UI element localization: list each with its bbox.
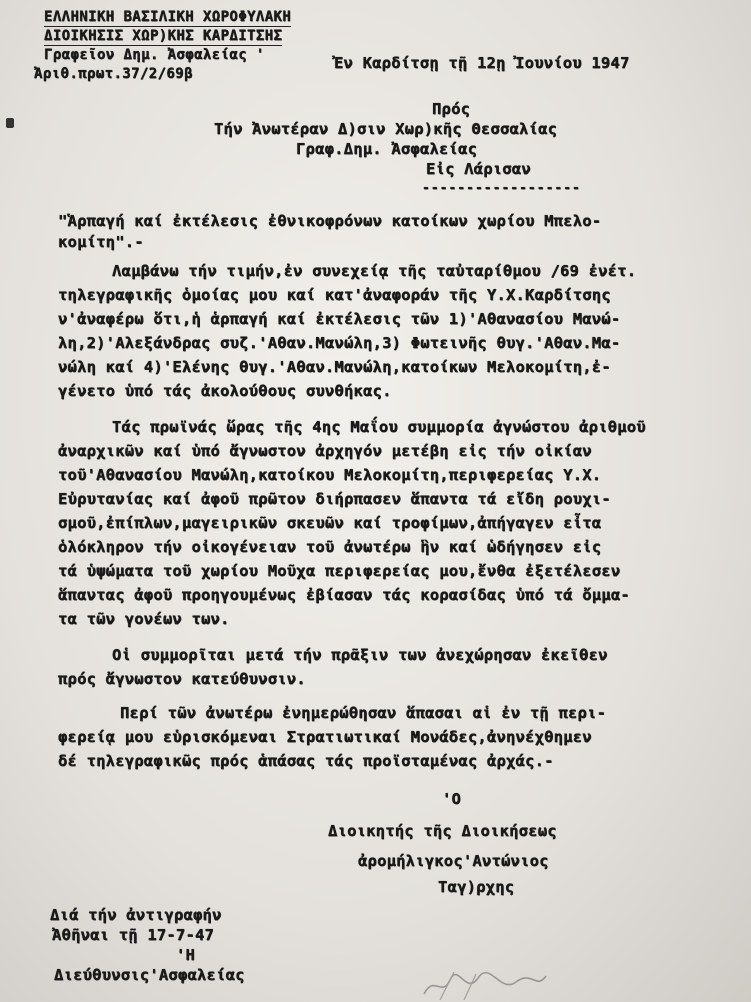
- body-p2-line: σμοῦ,ἐπίπλων,μαγειρικῶν σκευῶν καί τροφίμων,ἀπήγαγεν εἶτα: [58, 514, 602, 532]
- body-p2-line: τα τῶν γονέων των.: [58, 610, 230, 628]
- certification-directorate: Διεύθυνσις'Ασφαλείας: [54, 966, 245, 984]
- certification-article: 'Η: [176, 946, 196, 964]
- recipient-city: Εἰς Λάρισαν: [426, 160, 531, 178]
- recipient-to: Πρός: [432, 100, 471, 118]
- body-p1-line: ν'ἀναφέρω ὅτι,ἡ ἁρπαγή καί ἐκτέλεσις τῶν 1)'Αθανασίου Μανώ-: [58, 310, 621, 328]
- body-p2-line: ἀναρχικῶν καί ὑπό ἄγνωστον ἀρχηγόν μετέβη εἰς τήν οἰκίαν: [58, 442, 592, 460]
- recipient-line1: Τήν Ἀνωτέραν Δ)σιν Χωρ)κῆς Θεσσαλίας: [214, 120, 558, 138]
- body-p1-line: νώλη καί 4)'Ελένης θυγ.'Αθαν.Μανώλη,κατοίκων Μελοκομίτη,ἐ-: [58, 358, 611, 376]
- body-p1-line: Λαμβάνω τήν τιμήν,ἐν συνεχείᾳ τῆς ταὐταρίθμου /69 ἐνέτ.: [112, 262, 637, 280]
- body-p1-line: λη,2)'Αλεξάνδρας συζ.'Αθαν.Μανώλη,3) Φωτεινῆς θυγ.'Αθαν.Μα-: [58, 334, 621, 352]
- recipient-line2: Γραφ.Δημ. Ἀσφαλείας: [296, 140, 478, 158]
- punch-mark: [6, 118, 14, 128]
- body-p4-line: δέ τηλεγραφικῶς πρός ἁπάσας τάς προϊσταμένας ἀρχάς.-: [58, 752, 554, 770]
- header-agency: ΕΛΛΗΝΙΚΗ ΒΑΣΙΛΙΚΗ ΧΩΡΟΦΥΛΑΚΗ: [44, 9, 292, 25]
- body-p3-line: Οἱ συμμορῖται μετά τήν πρᾶξιν των ἀνεχώρησαν ἐκεῖθεν: [112, 646, 608, 664]
- certification-date: Ἀθῆναι τῇ 17-7-47: [52, 926, 215, 944]
- body-p3-line: πρός ἄγνωστον κατεύθυνσιν.: [58, 670, 306, 688]
- body-p2-line: Τάς πρωϊνάς ὥρας τῆς 4ης Μαΐου συμμορία ἀγνώστου ἀριθμοῦ: [112, 418, 646, 436]
- document-date: Ἐν Καρδίτσῃ τῇ 12ῃ Ἰουνίου 1947: [334, 54, 630, 72]
- body-p4-line: φερείᾳ μου εὑρισκόμεναι Στρατιωτικαί Μονάδες,ἀνηνέχθημεν: [58, 728, 592, 746]
- subject-line1: "Ἁρπαγή καί ἐκτέλεσις ἐθνικοφρόνων κατοίκων χωρίου Μπελο-: [58, 212, 602, 230]
- handwritten-signature-mark: [420, 968, 550, 1002]
- body-p2-line: Εὐρυτανίας καί ἀφοῦ πρῶτον διήρπασεν ἅπαντα τά εἴδη ρουχι-: [58, 490, 611, 508]
- signature-article: 'Ο: [442, 790, 462, 808]
- subject-line2: κομίτη".-: [58, 233, 144, 251]
- body-p2-line: τά ὑψώματα τοῦ χωρίου Μοῦχα περιφερείας μου,ἔνθα ἐξετέλεσεν: [58, 562, 621, 580]
- body-p1-line: τηλεγραφικῆς ὁμοίας μου καί κατ'ἀναφοράν τῆς Υ.Χ.Καρδίτσης: [58, 286, 611, 304]
- header-protocol-number: Ἀριθ.πρωτ.37/2/69β: [34, 66, 193, 82]
- body-p2-line: ἅπαντας ἀφοῦ προηγουμένως ἐβίασαν τάς κορασίδας ὑπό τά ὄμμα-: [58, 586, 630, 604]
- certification-line1: Διά τήν ἀντιγραφήν: [50, 906, 222, 924]
- header-office: Γραφεῖον Δημ. Ἀσφαλείας ': [44, 47, 265, 63]
- header-command: ΔΙΟΙΚΗΣΙΣ ΧΩΡ)ΚΗΣ ΚΑΡΔΙΤΣΗΣ: [44, 28, 283, 44]
- body-p4-line: Περί τῶν ἀνωτέρω ἐνημερώθησαν ἅπασαι αἱ ἐν τῇ περι-: [120, 704, 607, 722]
- body-p2-line: τοῦ'Αθανασίου Μανώλη,κατοίκου Μελοκομίτη,περιφερείας Υ.Χ.: [58, 466, 602, 484]
- signature-rank: Ταγ)ρχης: [438, 878, 515, 896]
- recipient-divider: ------------------: [422, 181, 581, 196]
- body-p1-line: γένετο ὑπό τάς ἀκολούθους συνθήκας.: [58, 382, 392, 400]
- body-p2-line: ὁλόκληρον τήν οἰκογένειαν τοῦ ἀνωτέρω ἣν καί ὡδήγησεν εἰς: [58, 538, 602, 556]
- signature-title: Διοικητής τῆς Διοικήσεως: [328, 822, 557, 840]
- signature-name: ἀρομήλιγκος'Αντώνιος: [358, 852, 549, 870]
